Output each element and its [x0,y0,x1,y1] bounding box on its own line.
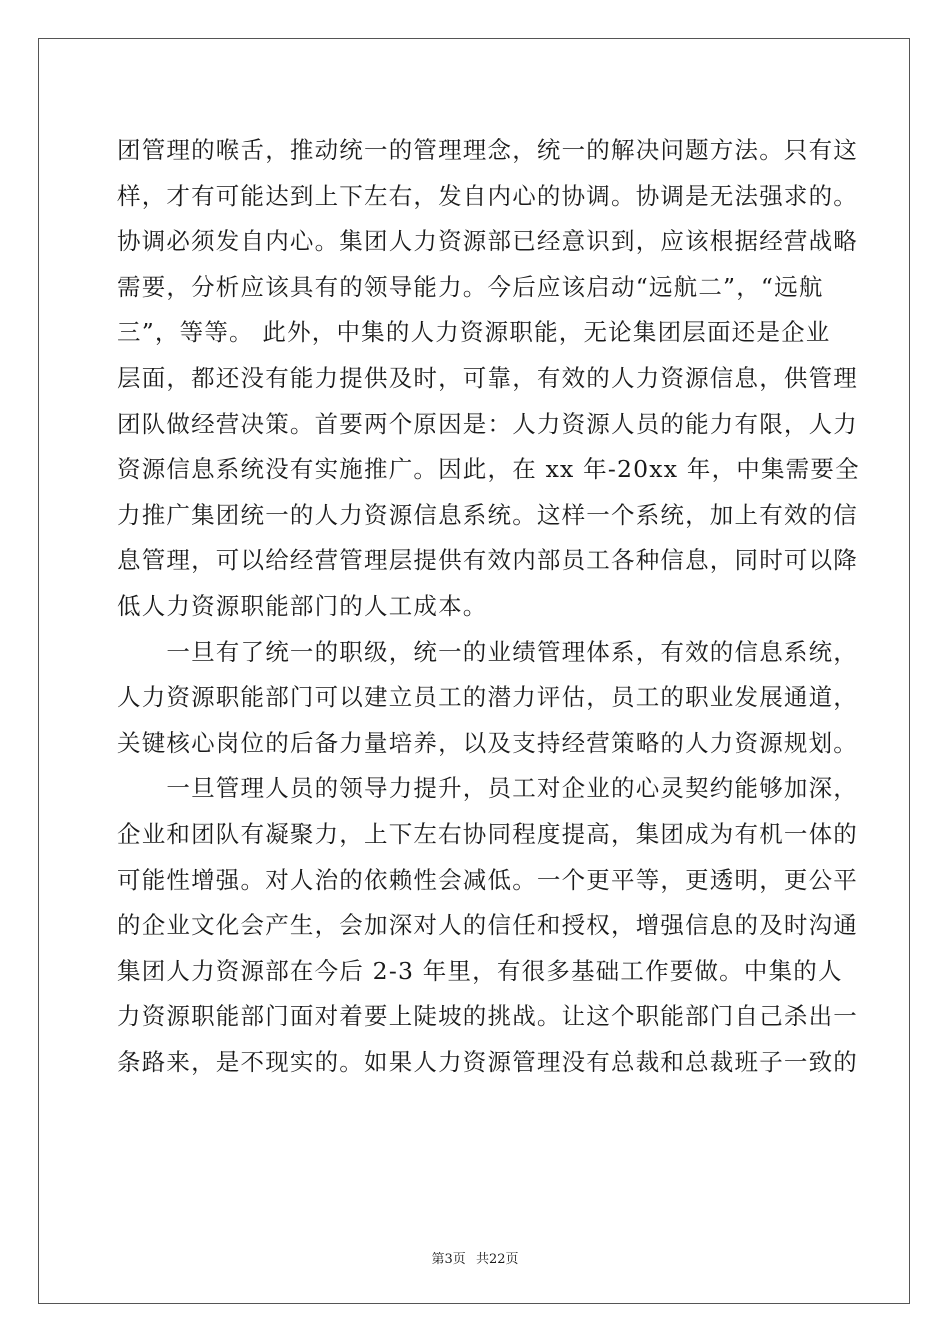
document-body [117,128,860,1085]
text-line: 可能性增强。对人治的依赖性会减低。一个更平等，更透明，更公平 [117,865,858,894]
text-line: 息管理，可以给经营管理层提供有效内部员工各种信息，同时可以降 [117,546,858,575]
total-pages: 共22页 [475,1252,519,1267]
page-footer [0,1248,950,1267]
text-line: 资源信息系统没有实施推广。因此，在 xx 年-20xx 年，中集需要全 [117,455,860,484]
text-line: 的企业文化会产生，会加深对人的信任和授权，增强信息的及时沟通 [117,911,858,940]
page-number: 第3页 [431,1252,466,1267]
text-line: 样，才有可能达到上下左右，发自内心的协调。协调是无法强求的。 [117,181,858,210]
text-line: 人力资源职能部门可以建立员工的潜力评估，员工的职业发展通道， [117,683,858,712]
text-line: 一旦管理人员的领导力提升，员工对企业的心灵契约能够加深， [117,774,858,803]
text-line: 团管理的喉舌，推动统一的管理理念，统一的解决问题方法。只有这 [117,136,858,164]
text-line: 三”，等等。 此外，中集的人力资源职能，无论集团层面还是企业 [117,318,831,347]
text-line: 需要，分析应该具有的领导能力。今后应该启动“远航二”，“远航 [117,272,824,301]
text-line: 团队做经营决策。首要两个原因是：人力资源人员的能力有限，人力 [117,409,858,438]
text-line: 企业和团队有凝聚力，上下左右协同程度提高，集团成为有机一体的 [117,819,858,848]
text-line: 集团人力资源部在今后 2-3 年里，有很多基础工作要做。中集的人 [117,956,843,985]
text-line: 层面，都还没有能力提供及时，可靠，有效的人力资源信息，供管理 [117,363,858,392]
text-line: 低人力资源职能部门的人工成本。 [117,591,488,620]
text-line: 一旦有了统一的职级，统一的业绩管理体系，有效的信息系统， [117,637,858,666]
text-line: 力资源职能部门面对着要上陡坡的挑战。让这个职能部门自己杀出一 [117,1002,858,1031]
text-line: 关键核心岗位的后备力量培养，以及支持经营策略的人力资源规划。 [117,728,858,757]
text-line: 力推广集团统一的人力资源信息系统。这样一个系统，加上有效的信 [117,500,858,529]
text-line: 条路来，是不现实的。如果人力资源管理没有总裁和总裁班子一致的 [117,1047,858,1076]
text-line: 协调必须发自内心。集团人力资源部已经意识到，应该根据经营战略 [117,227,858,256]
